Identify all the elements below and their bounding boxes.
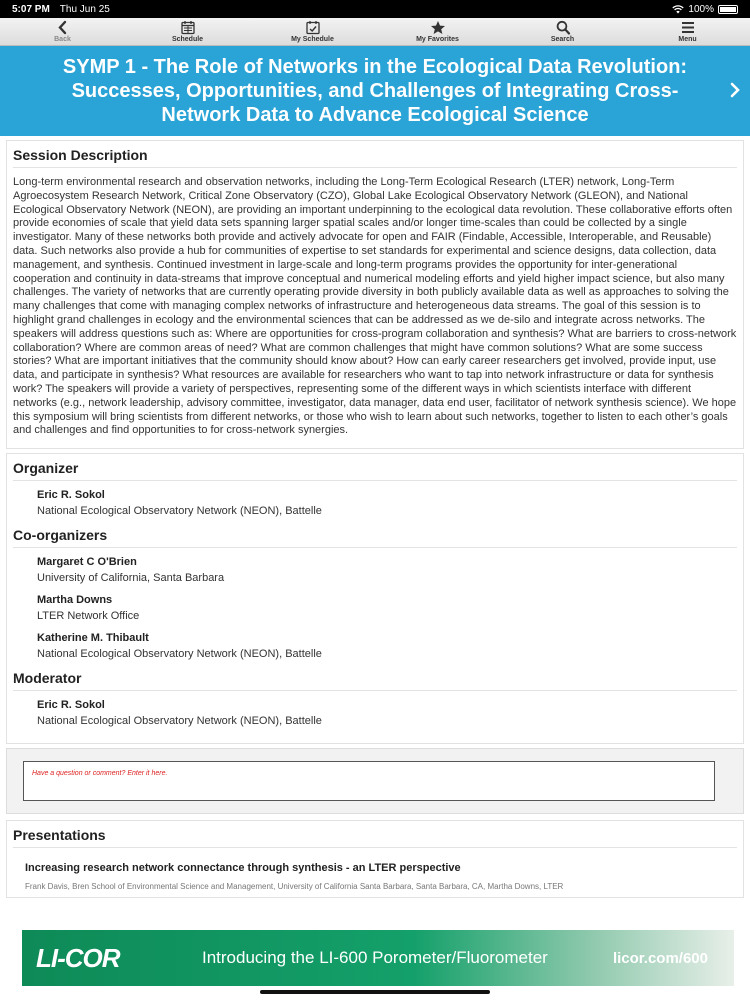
moderator-person[interactable] xyxy=(13,699,737,727)
presentations-heading: Presentations xyxy=(13,827,737,848)
calendar-check-icon xyxy=(305,20,321,35)
my-schedule-button[interactable] xyxy=(250,18,375,45)
status-date: Thu Jun 25 xyxy=(59,3,110,15)
star-icon xyxy=(430,20,446,35)
menu-label: Menu xyxy=(678,36,697,43)
status-bar xyxy=(0,0,750,18)
comment-input[interactable]: Have a question or comment? Enter it here. xyxy=(23,761,715,801)
presentation-title[interactable]: Increasing research network connectance through synthesis - an LTER perspective xyxy=(25,862,461,875)
search-icon xyxy=(555,20,571,35)
session-description-panel xyxy=(6,140,744,449)
wifi-icon xyxy=(672,5,684,14)
person-name: Margaret C O'Brien xyxy=(37,556,137,569)
top-toolbar xyxy=(0,18,750,46)
my-favorites-label: My Favorites xyxy=(416,36,459,43)
licor-ad-banner[interactable] xyxy=(22,930,734,986)
status-right xyxy=(672,4,738,15)
co-organizer-person[interactable] xyxy=(13,594,737,622)
back-button[interactable] xyxy=(0,18,125,45)
session-description-text: Long-term environmental research and observation networks, including the Long-Term Ecological Research (LTER) network, Long-Term Agroecosystem Research Network, Critical Zone Observatory (CZO), Global Lake Ecological Observatory Network (GLEON), and National Ecological Observatory Network (NEON), are providing an important underpinning to the ecological data revolution. These collaborative efforts often provide economies of scale that yield data sets spanning larger spatial scales and/or longer time-scales than could be collected by a single investigator. Many of these networks both provide and actively advocate for open and FAIR (Findable, Accessible, Interoperable, and Reusable) data. Such networks also provide a hub for communities of expertise to set standards for experimental and science designs, data collection, data management, and synthesis. Continued investment in large-scale and long-term programs provides the opportunity for inter-generational cooperation and continuity in data-streams that improve conceptual and numerical modeling efforts and yield higher impact science, but also many challenges. The variety of networks that are currently operating provide diversity in both publicly available data as well as approaches to solving the many challenges that come with managing complex networks of infrastructure and heterogeneous data streams. The goal of this session is to highlight grand challenges in ecology and the environmental sciences that can be addressed as we de-silo and integrate across networks. The speakers will address questions such as: Where are opportunities for cross-program collaboration and synthesis? What are barriers to cross-network collaboration? Where are common areas of need? What are common challenges that might have common solutions? What are some success stories? What are important initiatives that the community should know about? How can early career researchers get involved, provide input, use data, and participate in synthesis? What resources are available for researchers who want to tap into network infrastructure or data for synthesis work? The speakers will provide a variety of perspectives, representing some of the different ways in which scientists interface with different networks (e.g., network leadership, advisory committee, investigator, data manager, data end user, facilitator of network synthesis science). We hope this symposium will bring scientists from different networks, or those who wish to learn about such networks, together to listen to each other’s goals and challenges and find opportunities to for cross-network synergies. xyxy=(13,176,737,437)
status-time: 5:07 PM xyxy=(12,3,50,15)
person-name: Eric R. Sokol xyxy=(37,489,105,502)
licor-logo: LI-COR xyxy=(36,942,120,973)
hamburger-icon xyxy=(680,20,696,35)
person-affiliation: National Ecological Observatory Network (NEON), Battelle xyxy=(37,648,322,661)
comment-panel xyxy=(6,748,744,814)
presentations-panel xyxy=(6,820,744,898)
session-description-heading: Session Description xyxy=(13,147,737,168)
search-button[interactable] xyxy=(500,18,625,45)
person-name: Katherine M. Thibault xyxy=(37,632,149,645)
co-organizers-heading: Co-organizers xyxy=(13,527,737,548)
ad-link[interactable]: licor.com/600 xyxy=(612,949,708,967)
organizer-person[interactable] xyxy=(13,489,737,517)
co-organizer-person[interactable] xyxy=(13,556,737,584)
battery-percent: 100% xyxy=(688,3,714,15)
person-affiliation: University of California, Santa Barbara xyxy=(37,572,225,585)
chevron-right-icon[interactable] xyxy=(728,80,742,100)
session-title-banner xyxy=(0,46,750,136)
person-affiliation: LTER Network Office xyxy=(37,610,140,623)
my-schedule-label: My Schedule xyxy=(291,36,334,43)
back-label: Back xyxy=(54,36,71,43)
presentation-authors: Frank Davis, Bren School of Environmental Science and Management, University of California Santa Barbara, Santa Barbara, CA, Martha Downs, LTER xyxy=(25,882,564,892)
people-panel xyxy=(6,453,744,744)
person-affiliation: National Ecological Observatory Network (NEON), Battelle xyxy=(37,715,322,728)
schedule-label: Schedule xyxy=(171,36,204,43)
ad-headline: Introducing the LI-600 Porometer/Fluorometer xyxy=(202,948,548,967)
schedule-button[interactable] xyxy=(125,18,250,45)
home-indicator[interactable] xyxy=(260,990,490,994)
calendar-icon xyxy=(180,20,196,35)
person-name: Martha Downs xyxy=(37,594,113,607)
search-label: Search xyxy=(550,36,575,43)
moderator-heading: Moderator xyxy=(13,670,737,691)
session-content xyxy=(6,140,744,902)
my-favorites-button[interactable] xyxy=(375,18,500,45)
person-name: Eric R. Sokol xyxy=(37,699,105,712)
session-title: SYMP 1 - The Role of Networks in the Ecological Data Revolution: Successes, Opportunities, and Challenges of Integrating Cross-Network Data to Advance Ecological Science xyxy=(62,56,688,126)
battery-icon xyxy=(718,5,738,14)
co-organizer-person[interactable] xyxy=(13,632,737,660)
organizer-heading: Organizer xyxy=(13,460,737,481)
chevron-left-icon xyxy=(55,20,71,35)
menu-button[interactable] xyxy=(625,18,750,45)
person-affiliation: National Ecological Observatory Network (NEON), Battelle xyxy=(37,505,322,518)
